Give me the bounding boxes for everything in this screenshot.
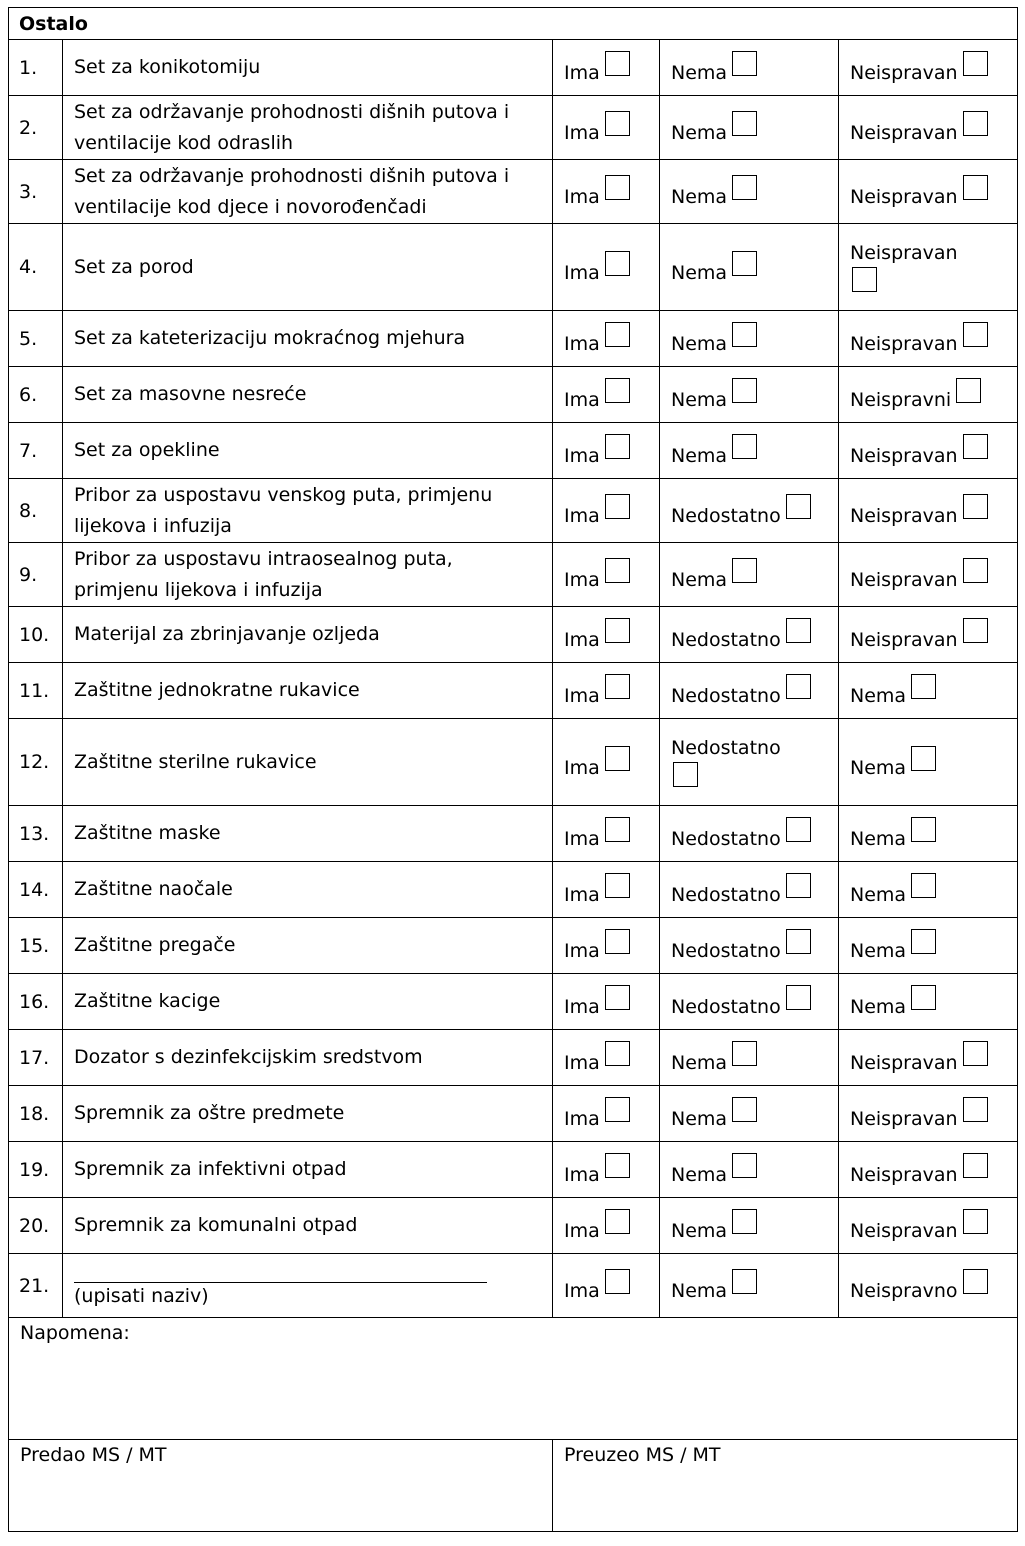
- ima-checkbox[interactable]: [605, 251, 630, 276]
- option-cell: [839, 1142, 1018, 1198]
- nedostatno-checkbox[interactable]: [786, 873, 811, 898]
- item-name-line: Set za konikotomiju: [74, 56, 261, 78]
- item-name: [63, 918, 553, 974]
- section-title: Ostalo: [9, 8, 1018, 40]
- option-label: Nema: [671, 1108, 728, 1130]
- option-cell: [839, 1198, 1018, 1254]
- option-cell: [660, 862, 839, 918]
- option-cell: [839, 806, 1018, 862]
- option-label: Neispravan: [850, 629, 958, 651]
- option-label: Ima: [564, 333, 600, 355]
- nedostatno-checkbox[interactable]: [673, 762, 698, 787]
- option-label: Nema: [850, 884, 907, 906]
- option-cell: [660, 311, 839, 367]
- option-label: Nema: [850, 940, 907, 962]
- option-label: Nema: [671, 186, 728, 208]
- option-label: Ima: [564, 261, 600, 284]
- ima-checkbox[interactable]: [605, 618, 630, 643]
- option-cell: [839, 663, 1018, 719]
- option-cell: [839, 40, 1018, 96]
- nema-checkbox[interactable]: [911, 674, 936, 699]
- option-cell: [660, 224, 839, 311]
- nema-checkbox[interactable]: [911, 746, 936, 771]
- nedostatno-checkbox[interactable]: [786, 929, 811, 954]
- ima-checkbox[interactable]: [605, 873, 630, 898]
- table-row: [9, 40, 1018, 96]
- item-name-line: Set za porod: [74, 255, 194, 278]
- option-cell: [660, 663, 839, 719]
- ima-checkbox[interactable]: [605, 1097, 630, 1122]
- checklist-body: [9, 8, 1018, 1532]
- option-cell: [553, 367, 660, 423]
- option-label: Ima: [564, 62, 600, 84]
- option-label: Ima: [564, 884, 600, 906]
- option-label: Nedostatno: [671, 996, 781, 1018]
- table-row: [9, 1198, 1018, 1254]
- neispravan-checkbox[interactable]: [963, 1097, 988, 1122]
- table-row: [9, 423, 1018, 479]
- option-cell: [839, 918, 1018, 974]
- option-label: Ima: [564, 122, 600, 144]
- option-cell: [553, 862, 660, 918]
- option-cell: [553, 719, 660, 806]
- option-cell: [839, 862, 1018, 918]
- option-cell: [553, 1086, 660, 1142]
- neispravan-checkbox[interactable]: [852, 267, 877, 292]
- item-name: [63, 663, 553, 719]
- nedostatno-checkbox[interactable]: [786, 618, 811, 643]
- option-cell: [660, 479, 839, 543]
- table-row: [9, 543, 1018, 607]
- option-cell: [660, 160, 839, 224]
- option-label: Nedostatno: [671, 828, 781, 850]
- option-cell: [839, 96, 1018, 160]
- option-cell: [839, 607, 1018, 663]
- equipment-checklist-table: [8, 7, 1018, 1532]
- nema-checkbox[interactable]: [732, 175, 757, 200]
- item-name: [63, 1142, 553, 1198]
- preuzeo-field[interactable]: Preuzeo MS / MT: [553, 1440, 1018, 1532]
- option-cell: [553, 1198, 660, 1254]
- option-label: Neispravni: [850, 389, 952, 411]
- option-cell: [660, 607, 839, 663]
- item-name-line: Zaštitne jednokratne rukavice: [74, 679, 360, 701]
- row-number: 7.: [9, 423, 63, 479]
- ima-checkbox[interactable]: [605, 494, 630, 519]
- item-name-line: Set za održavanje prohodnosti dišnih putova i: [74, 100, 510, 123]
- option-cell: [839, 1086, 1018, 1142]
- option-cell: [660, 719, 839, 806]
- option-label: Nema: [671, 389, 728, 411]
- item-name: [63, 607, 553, 663]
- option-cell: [553, 918, 660, 974]
- option-label: Nedostatno: [671, 940, 781, 962]
- option-cell: [660, 423, 839, 479]
- nema-checkbox[interactable]: [911, 985, 936, 1010]
- ima-checkbox[interactable]: [605, 674, 630, 699]
- nema-checkbox[interactable]: [732, 322, 757, 347]
- row-number: 8.: [9, 479, 63, 543]
- option-cell: [660, 1198, 839, 1254]
- option-label: Nedostatno: [671, 884, 781, 906]
- option-label: Nema: [850, 828, 907, 850]
- nema-checkbox[interactable]: [732, 1097, 757, 1122]
- neispravan-checkbox[interactable]: [963, 1209, 988, 1234]
- option-label: Ima: [564, 505, 600, 527]
- option-cell: [839, 224, 1018, 311]
- table-row: [9, 1086, 1018, 1142]
- option-label: Neispravan: [850, 1220, 958, 1242]
- table-row: [9, 806, 1018, 862]
- item-name-line: Materijal za zbrinjavanje ozljeda: [74, 623, 380, 645]
- option-cell: [553, 96, 660, 160]
- nedostatno-checkbox[interactable]: [786, 817, 811, 842]
- item-name: [63, 974, 553, 1030]
- option-cell: [553, 663, 660, 719]
- item-name: [63, 96, 553, 160]
- option-cell: [553, 1030, 660, 1086]
- option-cell: [660, 1086, 839, 1142]
- item-name: [63, 719, 553, 806]
- item-name-line: lijekova i infuzija: [74, 514, 232, 537]
- ima-checkbox[interactable]: [605, 1209, 630, 1234]
- option-cell: [660, 40, 839, 96]
- nema-checkbox[interactable]: [732, 378, 757, 403]
- option-cell: [553, 543, 660, 607]
- option-cell: [660, 1254, 839, 1318]
- item-name: [63, 862, 553, 918]
- option-cell: [553, 974, 660, 1030]
- neispravan-checkbox[interactable]: [963, 434, 988, 459]
- nema-checkbox[interactable]: [732, 251, 757, 276]
- option-label: Neispravan: [850, 569, 958, 591]
- nedostatno-checkbox[interactable]: [786, 674, 811, 699]
- row-number: 21.: [9, 1254, 63, 1318]
- row-number: 9.: [9, 543, 63, 607]
- item-name-line: ventilacije kod djece i novorođenčadi: [74, 195, 427, 218]
- nema-checkbox[interactable]: [732, 558, 757, 583]
- option-label: Ima: [564, 756, 600, 779]
- row-number: 13.: [9, 806, 63, 862]
- option-cell: [553, 40, 660, 96]
- item-name-line: Pribor za uspostavu venskog puta, primjenu: [74, 483, 493, 506]
- item-name-line: Spremnik za oštre predmete: [74, 1102, 345, 1124]
- neispravan-checkbox[interactable]: [963, 1153, 988, 1178]
- row-number: 10.: [9, 607, 63, 663]
- item-name: [63, 423, 553, 479]
- nema-checkbox[interactable]: [732, 1209, 757, 1234]
- option-label: Ima: [564, 1220, 600, 1242]
- ima-checkbox[interactable]: [605, 1153, 630, 1178]
- option-label: Nema: [850, 756, 907, 779]
- neispravno-checkbox[interactable]: [963, 1269, 988, 1294]
- option-label: Ima: [564, 1164, 600, 1186]
- neispravan-checkbox[interactable]: [963, 111, 988, 136]
- header-row: [9, 8, 1018, 40]
- table-row: [9, 607, 1018, 663]
- option-label: Ima: [564, 569, 600, 591]
- ima-checkbox[interactable]: [605, 175, 630, 200]
- row-number: 15.: [9, 918, 63, 974]
- option-cell: [660, 918, 839, 974]
- table-row: [9, 663, 1018, 719]
- neispravan-checkbox[interactable]: [963, 322, 988, 347]
- table-row: [9, 224, 1018, 311]
- option-label: Ima: [564, 629, 600, 651]
- item-name: [63, 224, 553, 311]
- option-label: Nema: [671, 1220, 728, 1242]
- option-label: Neispravan: [850, 505, 958, 527]
- option-cell: [839, 423, 1018, 479]
- ima-checkbox[interactable]: [605, 322, 630, 347]
- nema-checkbox[interactable]: [732, 111, 757, 136]
- item-name-line: Spremnik za infektivni otpad: [74, 1158, 347, 1180]
- item-name: [63, 479, 553, 543]
- option-cell: [660, 806, 839, 862]
- option-label: Nema: [671, 62, 728, 84]
- ima-checkbox[interactable]: [605, 746, 630, 771]
- option-label: Ima: [564, 389, 600, 411]
- option-label: Nema: [671, 333, 728, 355]
- option-label: Ima: [564, 828, 600, 850]
- nema-checkbox[interactable]: [732, 1041, 757, 1066]
- option-cell: [839, 719, 1018, 806]
- option-cell: [553, 1142, 660, 1198]
- option-label: Neispravan: [850, 445, 958, 467]
- neispravan-checkbox[interactable]: [963, 1041, 988, 1066]
- table-row: [9, 974, 1018, 1030]
- option-cell: [839, 1030, 1018, 1086]
- table-row: [9, 1254, 1018, 1318]
- ima-checkbox[interactable]: [605, 1269, 630, 1294]
- option-label: Ima: [564, 186, 600, 208]
- option-label: Nema: [850, 685, 907, 707]
- ima-checkbox[interactable]: [605, 985, 630, 1010]
- item-name-line: Set za održavanje prohodnosti dišnih putova i: [74, 164, 510, 187]
- ima-checkbox[interactable]: [605, 1041, 630, 1066]
- option-cell: [660, 974, 839, 1030]
- ima-checkbox[interactable]: [605, 558, 630, 583]
- item-name: [63, 1086, 553, 1142]
- nema-checkbox[interactable]: [911, 817, 936, 842]
- item-name-line: Set za masovne nesreće: [74, 383, 307, 405]
- item-name: [63, 1198, 553, 1254]
- option-label: Nedostatno: [671, 737, 781, 759]
- item-name: [63, 311, 553, 367]
- option-label: Neispravan: [850, 122, 958, 144]
- napomena-row: [9, 1318, 1018, 1440]
- option-label: Nema: [671, 1052, 728, 1074]
- row-number: 4.: [9, 224, 63, 311]
- item-name-line: Zaštitne naočale: [74, 878, 233, 900]
- option-label: Neispravno: [850, 1280, 958, 1302]
- table-row: [9, 311, 1018, 367]
- neispravan-checkbox[interactable]: [963, 618, 988, 643]
- nema-checkbox[interactable]: [732, 1269, 757, 1294]
- item-name: [63, 367, 553, 423]
- item-name-line: Zaštitne sterilne rukavice: [74, 750, 317, 773]
- option-cell: [660, 96, 839, 160]
- row-number: 20.: [9, 1198, 63, 1254]
- neispravan-checkbox[interactable]: [963, 51, 988, 76]
- item-name: [63, 40, 553, 96]
- option-label: Nedostatno: [671, 505, 781, 527]
- item-name-line: Spremnik za komunalni otpad: [74, 1214, 358, 1236]
- table-row: [9, 918, 1018, 974]
- ima-checkbox[interactable]: [605, 111, 630, 136]
- nema-checkbox[interactable]: [911, 929, 936, 954]
- table-row: [9, 1142, 1018, 1198]
- option-cell: [553, 311, 660, 367]
- nedostatno-checkbox[interactable]: [786, 494, 811, 519]
- item-name: [63, 543, 553, 607]
- option-label: Neispravan: [850, 333, 958, 355]
- row-number: 16.: [9, 974, 63, 1030]
- napomena-field[interactable]: Napomena:: [9, 1318, 1018, 1440]
- item-name-line: primjenu lijekova i infuzija: [74, 578, 323, 601]
- table-row: [9, 1030, 1018, 1086]
- option-label: Nedostatno: [671, 629, 781, 651]
- option-label: Neispravan: [850, 1164, 958, 1186]
- item-name-line: Zaštitne maske: [74, 822, 221, 844]
- option-label: Neispravan: [850, 62, 958, 84]
- item-name-line: Zaštitne kacige: [74, 990, 221, 1012]
- nema-checkbox[interactable]: [732, 1153, 757, 1178]
- write-in-line[interactable]: [74, 1262, 487, 1283]
- nedostatno-checkbox[interactable]: [786, 985, 811, 1010]
- option-label: Nema: [671, 1280, 728, 1302]
- option-cell: [660, 1142, 839, 1198]
- ima-checkbox[interactable]: [605, 817, 630, 842]
- option-label: Ima: [564, 996, 600, 1018]
- row-number: 19.: [9, 1142, 63, 1198]
- ima-checkbox[interactable]: [605, 434, 630, 459]
- nema-checkbox[interactable]: [732, 51, 757, 76]
- option-label: Nema: [671, 1164, 728, 1186]
- item-name: [63, 1254, 553, 1318]
- option-label: Nema: [671, 445, 728, 467]
- row-number: 11.: [9, 663, 63, 719]
- option-cell: [660, 543, 839, 607]
- neispravan-checkbox[interactable]: [963, 175, 988, 200]
- option-cell: [553, 1254, 660, 1318]
- item-name-line: Set za kateterizaciju mokraćnog mjehura: [74, 327, 466, 349]
- option-cell: [553, 806, 660, 862]
- option-cell: [839, 1254, 1018, 1318]
- option-label: Nema: [671, 569, 728, 591]
- option-label: Neispravan: [850, 1052, 958, 1074]
- row-number: 18.: [9, 1086, 63, 1142]
- option-cell: [660, 367, 839, 423]
- option-cell: [553, 160, 660, 224]
- nema-checkbox[interactable]: [911, 873, 936, 898]
- option-cell: [553, 607, 660, 663]
- option-label: Ima: [564, 940, 600, 962]
- option-label: Nema: [671, 261, 728, 284]
- row-number: 2.: [9, 96, 63, 160]
- option-cell: [553, 224, 660, 311]
- ima-checkbox[interactable]: [605, 51, 630, 76]
- predao-field[interactable]: Predao MS / MT: [9, 1440, 553, 1532]
- option-label: Nema: [850, 996, 907, 1018]
- option-cell: [839, 974, 1018, 1030]
- row-number: 1.: [9, 40, 63, 96]
- option-label: Neispravan: [850, 186, 958, 208]
- neispravan-checkbox[interactable]: [963, 558, 988, 583]
- item-name-line: Zaštitne pregače: [74, 934, 236, 956]
- row-number: 17.: [9, 1030, 63, 1086]
- ima-checkbox[interactable]: [605, 929, 630, 954]
- option-cell: [839, 479, 1018, 543]
- option-cell: [839, 311, 1018, 367]
- option-cell: [839, 367, 1018, 423]
- item-name-line: Dozator s dezinfekcijskim sredstvom: [74, 1046, 423, 1068]
- option-label: Ima: [564, 685, 600, 707]
- neispravni-checkbox[interactable]: [956, 378, 981, 403]
- row-number: 3.: [9, 160, 63, 224]
- table-row: [9, 719, 1018, 806]
- option-cell: [553, 423, 660, 479]
- nema-checkbox[interactable]: [732, 434, 757, 459]
- table-row: [9, 862, 1018, 918]
- option-label: Ima: [564, 1280, 600, 1302]
- item-name-line: Pribor za uspostavu intraosealnog puta,: [74, 547, 453, 570]
- neispravan-checkbox[interactable]: [963, 494, 988, 519]
- option-cell: [660, 1030, 839, 1086]
- row-number: 6.: [9, 367, 63, 423]
- signature-row: [9, 1440, 1018, 1532]
- table-row: [9, 96, 1018, 160]
- item-name: [63, 806, 553, 862]
- item-name-line: ventilacije kod odraslih: [74, 131, 294, 154]
- ima-checkbox[interactable]: [605, 378, 630, 403]
- option-cell: [839, 160, 1018, 224]
- table-row: [9, 479, 1018, 543]
- row-number: 12.: [9, 719, 63, 806]
- item-name-line: (upisati naziv): [74, 1285, 209, 1307]
- table-row: [9, 367, 1018, 423]
- option-label: Neispravan: [850, 1108, 958, 1130]
- table-row: [9, 160, 1018, 224]
- option-label: Nema: [671, 122, 728, 144]
- option-cell: [553, 479, 660, 543]
- row-number: 14.: [9, 862, 63, 918]
- option-label: Neispravan: [850, 242, 958, 264]
- row-number: 5.: [9, 311, 63, 367]
- item-name: [63, 160, 553, 224]
- option-label: Ima: [564, 445, 600, 467]
- option-label: Nedostatno: [671, 685, 781, 707]
- option-cell: [839, 543, 1018, 607]
- item-name-line: Set za opekline: [74, 439, 220, 461]
- option-label: Ima: [564, 1052, 600, 1074]
- option-label: Ima: [564, 1108, 600, 1130]
- item-name: [63, 1030, 553, 1086]
